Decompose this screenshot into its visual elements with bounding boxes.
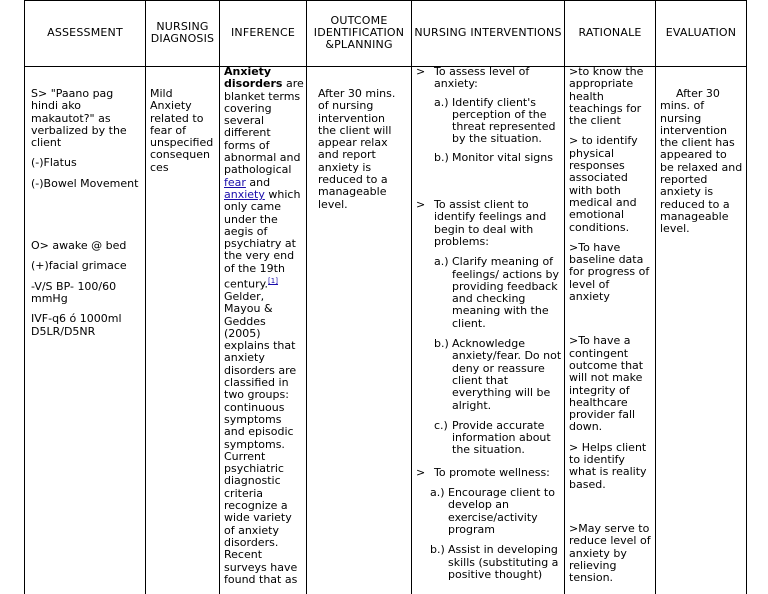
rationale-item: > Helps client to identify what is reality based. [569, 440, 647, 491]
inference-text: Gelder, Mayou & Geddes (2005) explains that anxiety disorders are classified in two groups: continuous symptoms and episodic symptoms. Current psychiatric diagnostic criteria recognize a wide variety of anxiety disorders. Recent surveys have found that as [224, 290, 298, 586]
bullet-marker: > [416, 65, 426, 78]
item-marker: b.) [434, 150, 449, 164]
intervention-text: Assist in developing skills (substituting a positive thought) [448, 543, 559, 581]
intervention-heading: To assess level of anxiety: [434, 65, 530, 91]
rationale-item: >to know the appropriate health teachings for the client [569, 65, 644, 128]
column-divider [219, 0, 220, 594]
intervention-text: Acknowledge anxiety/fear. Do not deny or reassure client that everything will be alright. [452, 337, 562, 412]
anxiety-link[interactable]: anxiety [224, 187, 265, 201]
intervention-heading: To assist client to identify feelings and begin to deal with problems: [434, 198, 547, 248]
inference-text: and [245, 175, 271, 189]
item-marker: b.) [434, 337, 449, 351]
rationale-cell [569, 66, 653, 584]
intervention-item [416, 97, 562, 146]
column-divider [655, 0, 656, 594]
column-divider [564, 0, 565, 594]
item-marker: b.) [430, 543, 445, 557]
intervention-item [416, 420, 562, 457]
ivf-order: IVF-q6 ó 1000ml D5LR/D5NR [31, 312, 122, 338]
interventions-cell [416, 66, 562, 581]
intervention-text: Encourage client to develop an exercise/activity program [448, 486, 555, 536]
intervention-text: Provide accurate information about the situation. [452, 418, 551, 457]
intervention-item [416, 338, 562, 412]
rationale-item: >To have baseline data for progress of level of anxiety [569, 240, 650, 304]
bullet-marker: > [416, 198, 426, 212]
objective-data: O> awake @ bed [31, 239, 127, 253]
intervention-group [416, 199, 562, 248]
column-divider [306, 0, 307, 594]
item-marker: a.) [434, 255, 449, 269]
header-inference: INFERENCE [230, 26, 295, 39]
intervention-text: Clarify meaning of feelings/ actions by providing feedback and checking meaning with the client. [452, 255, 559, 330]
flatus-finding: (-)Flatus [31, 156, 77, 170]
intervention-heading: To promote wellness: [434, 465, 550, 479]
assessment-cell [31, 88, 141, 346]
rationale-item: >May serve to reduce level of anxiety by relieving tension. [569, 521, 651, 585]
citation-link[interactable]: [1] [268, 277, 278, 286]
subjective-data: S> "Paano pag hindi ako makautot?" as verbalized by the client [31, 87, 127, 150]
intervention-item [416, 544, 562, 581]
outcome-cell: After 30 mins. of nursing intervention the client will appear relax and report anxiety is reduced to a manageable level. [318, 87, 396, 211]
inference-text: are blanket terms covering several different forms of abnormal and pathological [224, 77, 304, 177]
table-border-left [24, 0, 25, 594]
fear-link[interactable]: fear [224, 175, 246, 189]
diagnosis-cell: Mild Anxiety related to fear of unspecified consequen ces [150, 87, 214, 174]
intervention-item [416, 152, 562, 164]
item-marker: a.) [434, 95, 449, 109]
header-rationale: RATIONALE [578, 26, 642, 39]
inference-title: Anxiety disorders [224, 65, 283, 91]
column-divider [145, 0, 146, 594]
vital-signs: -V/S BP- 100/60 mmHg [31, 279, 117, 305]
bowel-finding: (-)Bowel Movement [31, 176, 139, 190]
header-nursing-diagnosis: NURSING DIAGNOSIS [150, 20, 215, 45]
rationale-item: >To have a contingent outcome that will not make integrity of healthcare provider fall down. [569, 334, 644, 434]
header-assessment: ASSESSMENT [47, 26, 123, 39]
grimace-finding: (+)facial grimace [31, 259, 127, 273]
intervention-text: Identify client's perception of the threat represented by the situation. [452, 95, 556, 146]
item-marker: c.) [434, 418, 448, 432]
header-outcome: OUTCOME IDENTIFICATION &PLANNING [313, 14, 405, 51]
table-border-right [746, 0, 747, 594]
header-nursing-interventions: NURSING INTERVENTIONS [414, 26, 562, 39]
bullet-marker: > [416, 465, 426, 479]
evaluation-cell: After 30 mins. of nursing intervention the client has appeared to be relaxed and reported anxiety is reduced to a manageable level. [660, 87, 743, 236]
column-divider [411, 0, 412, 594]
intervention-group [416, 467, 562, 479]
header-evaluation: EVALUATION [665, 26, 737, 39]
intervention-group [416, 66, 562, 91]
intervention-item [416, 487, 562, 536]
intervention-text: Monitor vital signs [452, 150, 553, 164]
inference-cell [224, 66, 304, 586]
inference-text: which only came under the aegis of psychiatry at the very end of the 19th century. [224, 187, 301, 291]
intervention-item [416, 256, 562, 330]
rationale-item: > to identify physical responses associated with both medical and emotional conditions. [569, 134, 638, 234]
item-marker: a.) [430, 486, 445, 500]
